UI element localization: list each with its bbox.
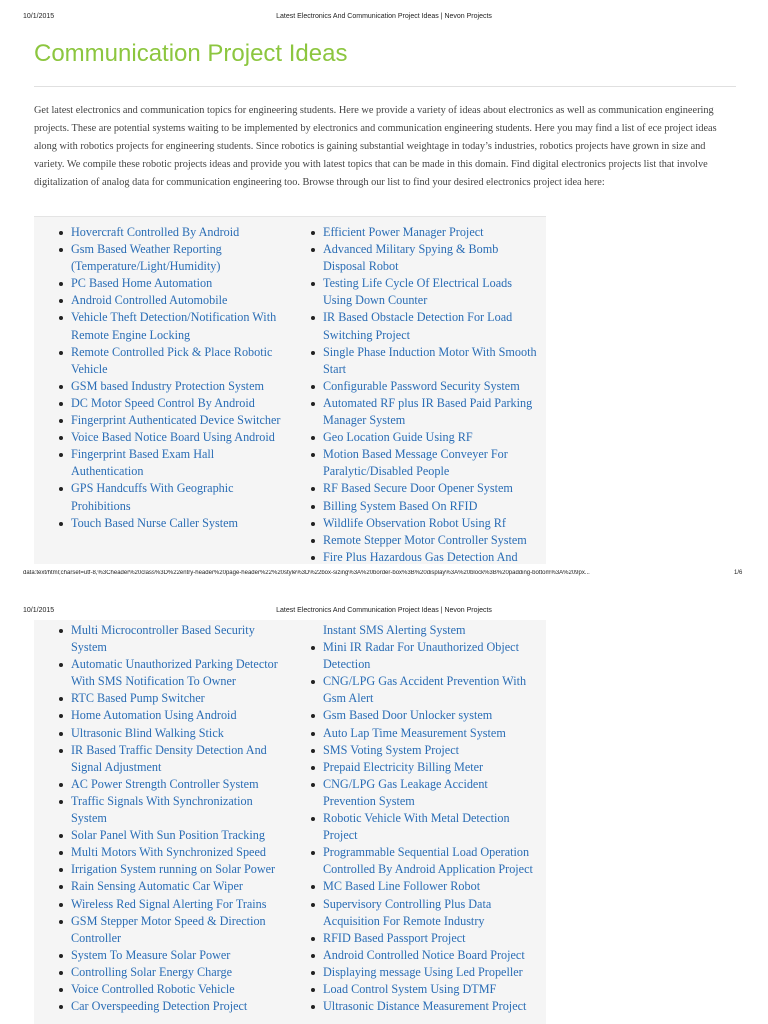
project-list xyxy=(58,224,286,532)
project-link[interactable]: Fire Plus Hazardous Gas Detection And xyxy=(323,549,518,564)
project-list-item-continued[interactable] xyxy=(310,622,538,639)
project-list-item[interactable] xyxy=(58,292,286,309)
project-link[interactable]: Supervisory Controlling Plus Data Acquisition For Remote Industry xyxy=(323,896,492,928)
project-link[interactable]: Automated RF plus IR Based Paid Parking Manager System xyxy=(323,395,533,428)
project-list-item[interactable] xyxy=(58,827,286,844)
project-link[interactable]: Robotic Vehicle With Metal Detection Project xyxy=(323,811,510,843)
project-link[interactable]: Multi Motors With Synchronized Speed xyxy=(71,845,266,860)
project-list-item[interactable] xyxy=(58,480,286,514)
project-list-left-column xyxy=(58,224,286,532)
project-link[interactable]: Instant SMS Alerting System xyxy=(323,623,466,637)
project-link[interactable]: Efficient Power Manager Project xyxy=(323,225,484,239)
project-link[interactable]: IR Based Traffic Density Detection And Signal Adjustment xyxy=(71,742,267,774)
project-link[interactable]: MC Based Line Follower Robot xyxy=(323,879,481,894)
project-link[interactable]: Remote Stepper Motor Controller System xyxy=(323,532,527,547)
print-url: data:text/html;charset=utf-8,%3Cheader%20class%3D%22entry-header%20page-header%22%20style%3D%22box-sizing%3A%20border-box%3B%20display%3A%20block%3B%20padding-bottom%3A%209px... xyxy=(23,570,590,576)
project-list-item[interactable] xyxy=(310,224,538,241)
print-header xyxy=(0,594,768,614)
project-link[interactable]: Fingerprint Based Exam Hall Authentication xyxy=(71,447,215,479)
project-link[interactable]: Wildlife Observation Robot Using Rf xyxy=(323,515,506,530)
print-title: Latest Electronics And Communication Project Ideas | Nevon Projects xyxy=(276,607,492,614)
project-list-item[interactable] xyxy=(58,412,286,429)
project-list-item[interactable] xyxy=(58,998,286,1015)
project-list-item[interactable] xyxy=(310,947,538,964)
project-list-item[interactable] xyxy=(310,776,538,810)
project-list-item[interactable] xyxy=(310,707,538,724)
project-list-item[interactable] xyxy=(310,930,538,947)
print-date: 10/1/2015 xyxy=(23,13,55,20)
project-link[interactable]: DC Motor Speed Control By Android xyxy=(71,395,255,410)
project-list-item[interactable] xyxy=(58,776,286,793)
project-link[interactable]: Ultrasonic Distance Measurement Project xyxy=(323,999,527,1014)
project-link[interactable]: Automatic Unauthorized Parking Detector With SMS Notification To Owner xyxy=(71,657,278,689)
project-link[interactable]: Mini IR Radar For Unauthorized Object Detection xyxy=(323,640,519,672)
project-list-item[interactable] xyxy=(58,275,286,292)
project-link[interactable]: Prepaid Electricity Billing Meter xyxy=(323,759,484,774)
project-link[interactable]: Billing System Based On RFID xyxy=(323,498,478,513)
project-link[interactable]: Ultrasonic Blind Walking Stick xyxy=(71,725,224,740)
project-list-item[interactable] xyxy=(310,480,538,497)
project-list-item[interactable] xyxy=(58,622,286,656)
title-divider xyxy=(34,86,736,87)
project-link[interactable]: Load Control System Using DTMF xyxy=(323,981,497,996)
project-list-item[interactable] xyxy=(310,515,538,532)
project-link[interactable]: PC Based Home Automation xyxy=(71,276,213,291)
project-list-panel xyxy=(34,216,546,564)
project-list-item[interactable] xyxy=(310,742,538,759)
project-link[interactable]: Wireless Red Signal Alerting For Trains xyxy=(71,896,267,911)
project-link[interactable]: Advanced Military Spying & Bomb Disposal Robot xyxy=(323,242,499,274)
project-list-item[interactable] xyxy=(310,725,538,742)
project-link[interactable]: Voice Based Notice Board Using Android xyxy=(71,430,275,445)
project-list-item[interactable] xyxy=(58,964,286,981)
project-link[interactable]: Auto Lap Time Measurement System xyxy=(323,725,506,740)
intro-paragraph: Get latest electronics and communication topics for engineering students. Here we provide a variety of ideas about electronics as well as communication engineering projects. These are potential systems waiting to be implemented by electronics and communication engineering students. Here you may find a list of ece project ideas along with robotics projects for engineering students. Since robotics is gaining substantial weightage in today’s industries, robotics projects have grown in size and variety. We compile these robotic projects ideas and provide you with latest topics that can be made in this domain. Find digital electronics projects list that involve digitalization of analog data for communication engineering too. Browse through our list to find your desired electronics project idea here: xyxy=(34,105,717,188)
project-link[interactable]: Vehicle Theft Detection/Notification With Remote Engine Locking xyxy=(71,310,277,342)
project-list-item[interactable] xyxy=(58,913,286,947)
project-link[interactable]: RFID Based Passport Project xyxy=(323,930,466,945)
project-list-item[interactable] xyxy=(58,707,286,724)
project-link[interactable]: CNG/LPG Gas Leakage Accident Prevention System xyxy=(323,776,488,808)
project-list xyxy=(310,622,538,1015)
project-list-item[interactable] xyxy=(310,344,538,378)
project-list-item[interactable] xyxy=(58,947,286,964)
project-list-item[interactable] xyxy=(58,241,286,275)
project-list-item[interactable] xyxy=(58,844,286,861)
project-list-item[interactable] xyxy=(310,964,538,981)
project-list-item[interactable] xyxy=(58,725,286,742)
project-link[interactable]: Rain Sensing Automatic Car Wiper xyxy=(71,879,243,894)
project-list-item[interactable] xyxy=(58,429,286,446)
project-list-item[interactable] xyxy=(310,844,538,878)
project-list-item[interactable] xyxy=(310,446,538,480)
project-list-item[interactable] xyxy=(310,429,538,446)
project-link[interactable]: AC Power Strength Controller System xyxy=(71,776,259,791)
project-link[interactable]: Solar Panel With Sun Position Tracking xyxy=(71,828,265,843)
project-link[interactable]: GSM Stepper Motor Speed & Direction Controller xyxy=(71,913,266,945)
project-link[interactable]: Configurable Password Security System xyxy=(323,378,520,393)
project-link[interactable]: Motion Based Message Conveyer For Paralytic/Disabled People xyxy=(323,447,508,479)
project-list-panel xyxy=(34,620,546,1024)
project-link[interactable]: Home Automation Using Android xyxy=(71,708,237,723)
project-list-item[interactable] xyxy=(58,656,286,690)
project-list-item[interactable] xyxy=(58,378,286,395)
project-list xyxy=(58,622,286,1015)
project-link[interactable]: Car Overspeeding Detection Project xyxy=(71,999,248,1014)
project-list-item[interactable] xyxy=(58,344,286,378)
project-list-left-column xyxy=(58,622,286,1015)
project-list-item[interactable] xyxy=(58,224,286,241)
project-link[interactable]: GSM based Industry Protection System xyxy=(71,378,264,393)
project-list-item[interactable] xyxy=(58,878,286,895)
project-link[interactable]: Irrigation System running on Solar Power xyxy=(71,862,276,877)
project-link[interactable]: Controlling Solar Energy Charge xyxy=(71,964,233,979)
project-link[interactable]: Gsm Based Weather Reporting (Temperature/Light/Humidity) xyxy=(71,242,222,274)
project-link[interactable]: CNG/LPG Gas Accident Prevention With Gsm Alert xyxy=(323,674,527,706)
project-list-item[interactable] xyxy=(310,639,538,673)
print-footer xyxy=(0,570,768,582)
project-link[interactable]: Fingerprint Authenticated Device Switcher xyxy=(71,413,281,428)
project-link[interactable]: Touch Based Nurse Caller System xyxy=(71,515,239,530)
project-list-item[interactable] xyxy=(58,981,286,998)
print-date: 10/1/2015 xyxy=(23,607,55,614)
project-list-item[interactable] xyxy=(310,673,538,707)
project-list-item[interactable] xyxy=(58,861,286,878)
project-link[interactable]: GPS Handcuffs With Geographic Prohibitions xyxy=(71,481,234,513)
project-link[interactable]: RF Based Secure Door Opener System xyxy=(323,481,513,496)
project-link[interactable]: Programmable Sequential Load Operation Controlled By Android Application Project xyxy=(323,845,533,877)
project-link[interactable]: Displaying message Using Led Propeller xyxy=(323,964,523,979)
project-link[interactable]: Multi Microcontroller Based Security System xyxy=(71,623,255,655)
project-link[interactable]: Traffic Signals With Synchronization System xyxy=(71,793,253,826)
project-list-item[interactable] xyxy=(310,998,538,1015)
project-list-item[interactable] xyxy=(310,241,538,275)
project-link[interactable]: Voice Controlled Robotic Vehicle xyxy=(71,981,235,996)
project-list-item[interactable] xyxy=(58,793,286,827)
project-list-item[interactable] xyxy=(310,896,538,930)
print-page-number: 1/6 xyxy=(734,570,743,576)
project-list-right-column xyxy=(310,622,538,1015)
print-header xyxy=(0,0,768,20)
project-link[interactable]: Hovercraft Controlled By Android xyxy=(71,225,240,239)
project-list-item[interactable] xyxy=(58,309,286,343)
project-list-item[interactable] xyxy=(58,515,286,532)
project-list-item[interactable] xyxy=(310,395,538,429)
project-list-item[interactable] xyxy=(58,690,286,707)
project-list-item[interactable] xyxy=(58,446,286,480)
print-title: Latest Electronics And Communication Project Ideas | Nevon Projects xyxy=(276,13,492,20)
project-link[interactable]: Gsm Based Door Unlocker system xyxy=(323,708,493,723)
project-list-item[interactable] xyxy=(310,498,538,515)
project-link[interactable]: Remote Controlled Pick & Place Robotic Vehicle xyxy=(71,344,273,376)
project-list-item[interactable] xyxy=(310,878,538,895)
project-list-item[interactable] xyxy=(310,549,538,564)
project-link[interactable]: System To Measure Solar Power xyxy=(71,947,231,962)
project-list-item[interactable] xyxy=(310,378,538,395)
project-list-item[interactable] xyxy=(310,810,538,844)
project-list-item[interactable] xyxy=(310,759,538,776)
project-list-item[interactable] xyxy=(310,532,538,549)
project-list-item[interactable] xyxy=(58,896,286,913)
project-link[interactable]: Geo Location Guide Using RF xyxy=(323,430,473,445)
project-link[interactable]: IR Based Obstacle Detection For Load Switching Project xyxy=(323,310,513,342)
project-link[interactable]: SMS Voting System Project xyxy=(323,742,460,757)
project-list-item[interactable] xyxy=(310,275,538,309)
project-list-item[interactable] xyxy=(310,309,538,343)
page-title: Communication Project Ideas xyxy=(34,40,348,67)
project-list-item[interactable] xyxy=(58,395,286,412)
project-list-right-column xyxy=(310,224,538,564)
project-link[interactable]: RTC Based Pump Switcher xyxy=(71,691,205,706)
project-link[interactable]: Single Phase Induction Motor With Smooth Start xyxy=(323,344,537,376)
project-link[interactable]: Android Controlled Automobile xyxy=(71,293,228,308)
project-link[interactable]: Testing Life Cycle Of Electrical Loads Using Down Counter xyxy=(323,276,512,308)
project-list-item[interactable] xyxy=(58,742,286,776)
project-list-item[interactable] xyxy=(310,981,538,998)
project-link[interactable]: Android Controlled Notice Board Project xyxy=(323,947,525,962)
project-list xyxy=(310,224,538,564)
